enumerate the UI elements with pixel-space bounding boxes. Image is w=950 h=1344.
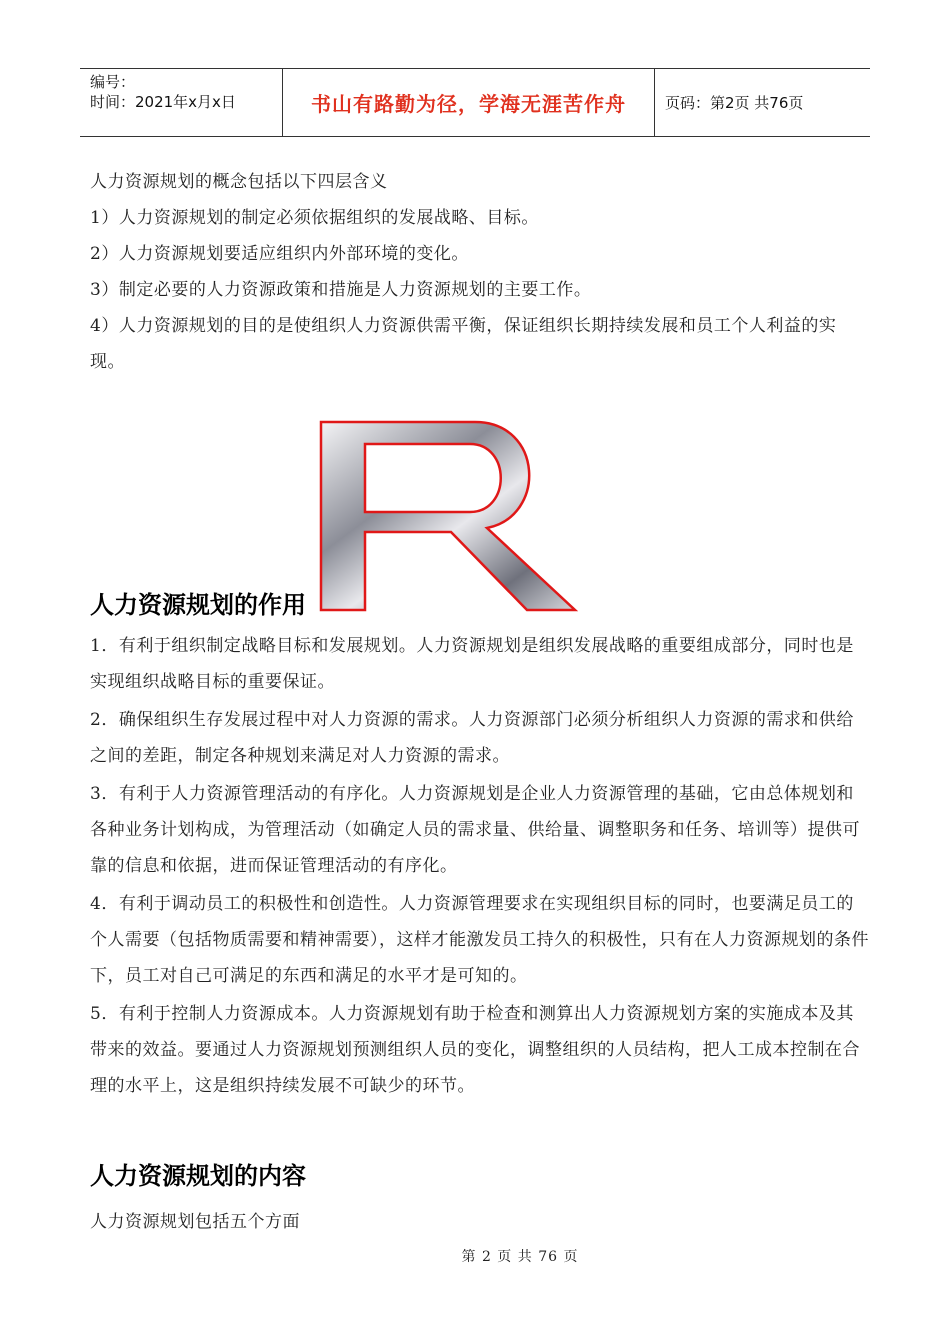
header-motto: 书山有路勤为径，学海无涯苦作舟 — [283, 69, 655, 136]
section-heading-content: 人力资源规划的内容 — [90, 1162, 306, 1190]
role-item-1: 1．有利于组织制定战略目标和发展规划。人力资源规划是组织发展战略的重要组成部分，同时也是实现组织战略目标的重要保证。 — [90, 636, 854, 692]
intro-item-2: 2）人力资源规划要适应组织内外部环境的变化。 — [90, 244, 469, 264]
intro-item-4: 4）人力资源规划的目的是使组织人力资源供需平衡，保证组织长期持续发展和员工个人利益的实现。 — [90, 316, 837, 372]
role-item-2: 2．确保组织生存发展过程中对人力资源的需求。人力资源部门必须分析组织人力资源的需求和供给之间的差距，制定各种规划来满足对人力资源的需求。 — [90, 710, 854, 766]
intro-lead: 人力资源规划的概念包括以下四层含义 — [90, 172, 388, 192]
page-footer: 第 2 页 共 76 页 — [461, 1249, 579, 1265]
role-item-5: 5．有利于控制人力资源成本。人力资源规划有助于检查和测算出人力资源规划方案的实施成本及其带来的效益。要通过人力资源规划预测组织人员的变化，调整组织的人员结构，把人工成本控制在合理的水平上，这是组织持续发展不可缺少的环节。 — [90, 1004, 860, 1096]
intro-item-3: 3）制定必要的人力资源政策和措施是人力资源规划的主要工作。 — [90, 280, 592, 300]
logo-r-watermark — [315, 418, 580, 614]
page-header — [80, 68, 870, 137]
role-item-3: 3．有利于人力资源管理活动的有序化。人力资源规划是企业人力资源管理的基础，它由总体规划和各种业务计划构成，为管理活动（如确定人员的需求量、供给量、调整职务和任务、培训等）提供可靠的信息和依据，进而保证管理活动的有序化。 — [90, 784, 860, 876]
header-time: 时间：2021年x月x日 — [90, 93, 236, 111]
role-item-4: 4．有利于调动员工的积极性和创造性。人力资源管理要求在实现组织目标的同时，也要满足员工的个人需要（包括物质需要和精神需要），这样才能激发员工持久的积极性，只有在人力资源规划的条件下，员工对自己可满足的东西和满足的水平才是可知的。 — [90, 894, 869, 986]
content-lead: 人力资源规划包括五个方面 — [90, 1212, 300, 1232]
intro-item-1: 1）人力资源规划的制定必须依据组织的发展战略、目标。 — [90, 208, 539, 228]
section-heading-role: 人力资源规划的作用 — [90, 591, 306, 619]
header-number: 编号： — [90, 73, 136, 91]
header-meta — [80, 69, 283, 136]
header-page-info: 页码：第2页 共76页 — [665, 94, 804, 112]
